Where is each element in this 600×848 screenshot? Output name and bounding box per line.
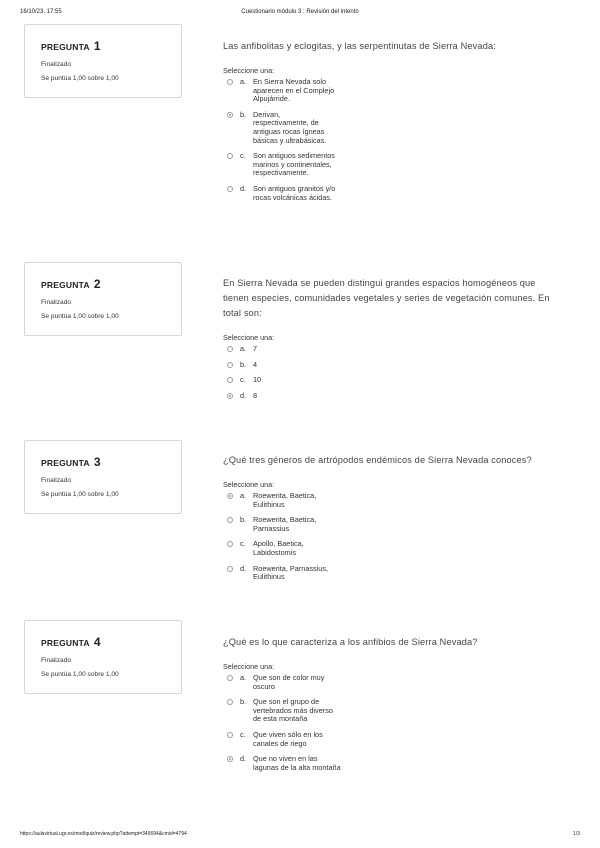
answer-text: En Sierra Nevada solo aparecen en el Complejo Alpujárride. — [253, 77, 335, 104]
question-title: PREGUNTA 3 — [41, 455, 101, 469]
answer-prompt: Seleccione una: — [223, 480, 275, 489]
answer-text: Roewerita, Baetica, Eulithinus — [253, 491, 317, 509]
answer-option-a[interactable] — [223, 345, 563, 354]
radio-button[interactable] — [227, 732, 233, 738]
answer-text: 4 — [253, 359, 258, 369]
radio-button[interactable] — [227, 79, 233, 85]
question-state: Finalizado — [41, 299, 72, 306]
question-title: PREGUNTA 4 — [41, 635, 101, 649]
answer-letter: d. — [240, 563, 247, 573]
answer-letter: a. — [240, 491, 247, 500]
answer-option-d[interactable] — [223, 392, 563, 401]
answer-text: Derivan, respectivamente, de antiguas rocas ígneas básicas y ultrabásicas. — [253, 109, 327, 145]
question-content — [223, 635, 563, 779]
radio-button-selected[interactable] — [227, 493, 233, 499]
radio-button[interactable] — [227, 186, 233, 192]
radio-button[interactable] — [227, 675, 233, 681]
print-datetime: 16/10/23, 17:55 — [20, 9, 62, 15]
answer-option-a[interactable] — [223, 492, 563, 509]
print-header — [20, 9, 580, 19]
question-grade: Se puntúa 1,00 sobre 1,00 — [41, 671, 119, 678]
answer-letter: b. — [240, 109, 247, 119]
question-state: Finalizado — [41, 477, 72, 484]
answer-text: Roewerita, Parnassius, Eulithinus — [253, 563, 329, 582]
radio-button[interactable] — [227, 346, 233, 352]
radio-button[interactable] — [227, 377, 233, 383]
answer-list — [223, 78, 563, 202]
answer-prompt: Seleccione una: — [223, 66, 275, 75]
question-number: 2 — [93, 277, 101, 291]
answer-letter: c. — [240, 729, 246, 739]
radio-button[interactable] — [227, 153, 233, 159]
question-state: Finalizado — [41, 657, 72, 664]
answer-letter: c. — [240, 539, 246, 549]
page-counter: 1/3 — [573, 831, 580, 837]
question-number: 1 — [93, 39, 101, 53]
answer-list — [223, 492, 563, 582]
radio-button[interactable] — [227, 517, 233, 523]
answer-list — [223, 345, 563, 400]
question-content — [223, 276, 563, 407]
answer-text: Que viven sólo en los canales de riego — [253, 729, 323, 748]
radio-button[interactable] — [227, 541, 233, 547]
answer-option-b[interactable] — [223, 111, 563, 145]
answer-option-a[interactable] — [223, 78, 563, 104]
question-info-box — [24, 620, 182, 694]
radio-button-selected[interactable] — [227, 756, 233, 762]
answer-option-d[interactable] — [223, 755, 563, 772]
answer-list — [223, 674, 563, 772]
answer-option-c[interactable] — [223, 540, 563, 557]
answer-text: Son antiguos granitos y/o rocas volcánicas ácidas. — [253, 183, 336, 202]
answer-option-b[interactable] — [223, 698, 563, 724]
question-title: PREGUNTA 1 — [41, 39, 101, 53]
answer-text: Que son el grupo de vertebrados más diverso de esta montaña — [253, 697, 333, 724]
answer-letter: d. — [240, 754, 247, 764]
radio-button-selected[interactable] — [227, 393, 233, 399]
answer-option-c[interactable] — [223, 376, 563, 385]
page-url: https://aulavirtual.ugr.es/mod/quiz/review.php?attempt=345694&cmid=4794 — [20, 831, 187, 837]
answer-text: 10 — [253, 375, 262, 385]
question-grade: Se puntúa 1,00 sobre 1,00 — [41, 491, 119, 498]
radio-button[interactable] — [227, 362, 233, 368]
question-grade: Se puntúa 1,00 sobre 1,00 — [41, 313, 119, 320]
answer-letter: c. — [240, 375, 246, 385]
question-title: PREGUNTA 2 — [41, 277, 101, 291]
answer-text: 7 — [253, 344, 258, 353]
question-text: ¿Qué es lo que caracteriza a los anfibios de Sierra Nevada? — [223, 637, 478, 647]
question-text: En Sierra Nevada se pueden distingui grandes espacios homogéneos que tienen especies, comunidades vegetales y series de vegetación comunes. En total son: — [223, 278, 550, 318]
question-content — [223, 453, 563, 589]
question-info-box — [24, 24, 182, 98]
print-page-title: Cuestionario módulo 3 : Revisión del intento — [241, 9, 359, 15]
answer-option-c[interactable] — [223, 152, 563, 178]
answer-letter: b. — [240, 359, 247, 369]
question-info-box — [24, 440, 182, 514]
answer-option-d[interactable] — [223, 185, 563, 202]
question-grade: Se puntúa 1,00 sobre 1,00 — [41, 75, 119, 82]
question-number: 4 — [93, 635, 101, 649]
print-footer — [20, 831, 580, 841]
answer-prompt: Seleccione una: — [223, 662, 275, 671]
question-text: ¿Qué tres géneros de artrópodos endémicos de Sierra Nevada conoces? — [223, 455, 532, 465]
answer-option-b[interactable] — [223, 516, 563, 533]
answer-text: Son antiguos sedimentos marinos y continentales, respectivamente. — [253, 151, 335, 178]
answer-option-a[interactable] — [223, 674, 563, 691]
question-info-box — [24, 262, 182, 336]
answer-letter: c. — [240, 151, 246, 161]
answer-letter: b. — [240, 697, 247, 707]
answer-letter: a. — [240, 344, 247, 353]
answer-option-c[interactable] — [223, 731, 563, 748]
answer-text: Roewerita, Baetica, Parnassius — [253, 515, 317, 533]
radio-button[interactable] — [227, 699, 233, 705]
answer-option-d[interactable] — [223, 565, 563, 582]
answer-letter: a. — [240, 77, 247, 86]
question-content — [223, 39, 563, 209]
answer-text: Que son de color muy oscuro — [253, 673, 325, 691]
question-number: 3 — [93, 455, 101, 469]
answer-letter: d. — [240, 183, 247, 193]
radio-button-selected[interactable] — [227, 112, 233, 118]
answer-letter: b. — [240, 515, 247, 525]
answer-text: 8 — [253, 390, 258, 400]
answer-option-b[interactable] — [223, 361, 563, 370]
answer-letter: d. — [240, 390, 247, 400]
question-state: Finalizado — [41, 61, 72, 68]
answer-text: Apollo, Baetica, Labidostomis — [253, 539, 304, 557]
question-text: Las anfibolitas y eclogitas, y las serpentinutas de Sierra Nevada: — [223, 41, 496, 51]
answer-letter: a. — [240, 673, 247, 682]
answer-text: Que no viven en las lagunas de la alta montaña — [253, 754, 341, 772]
radio-button[interactable] — [227, 566, 233, 572]
answer-prompt: Seleccione una: — [223, 333, 275, 342]
